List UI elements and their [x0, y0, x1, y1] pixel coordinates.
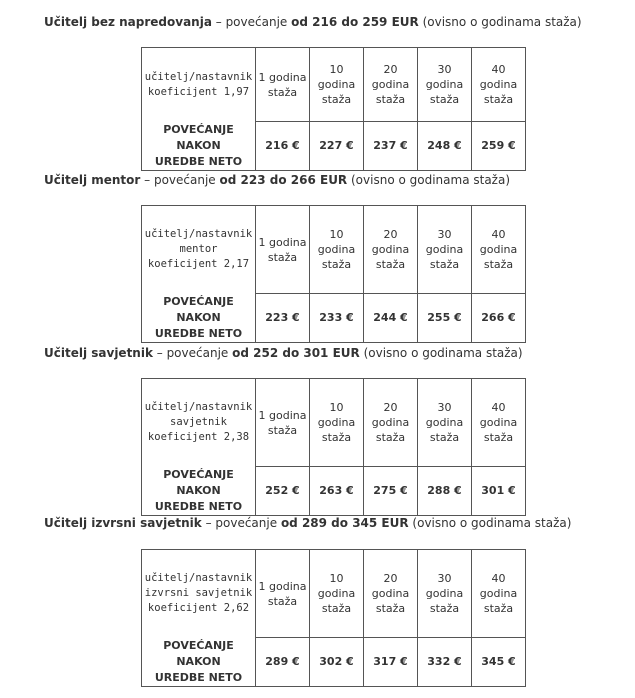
- year-header-line: godina: [371, 78, 410, 91]
- year-header-line: staža: [375, 602, 406, 615]
- row-label-line: UREDBE NETO: [154, 499, 243, 513]
- year-header-1: [256, 48, 310, 122]
- year-header-line: staža: [483, 602, 514, 615]
- desc-line: učitelj/nastavnik: [144, 228, 253, 241]
- year-header-10: [310, 550, 364, 638]
- year-header-10: [310, 206, 364, 294]
- year-header-line: staža: [321, 431, 352, 444]
- year-header-20: [364, 206, 418, 294]
- year-header-num: 40: [491, 572, 506, 585]
- salary-table: [141, 378, 526, 516]
- year-header-line: godina: [425, 78, 464, 91]
- heading-range: od 223 do 266 EUR: [219, 173, 348, 187]
- desc-line: učitelj/nastavnik: [144, 401, 253, 414]
- year-header-line: godina: [425, 416, 464, 429]
- value-cell: 223 €: [256, 294, 310, 343]
- coefficient-cell: [142, 206, 256, 294]
- year-header-1: [256, 379, 310, 467]
- year-header-line: staža: [483, 93, 514, 106]
- year-header-line: staža: [429, 602, 460, 615]
- year-header-line: godina: [479, 416, 518, 429]
- year-header-10: [310, 48, 364, 122]
- year-header-num: 10: [329, 228, 344, 241]
- value-cell: 275 €: [364, 467, 418, 516]
- heading-title: Učitelj bez napredovanja: [44, 15, 212, 29]
- year-header-line: godina: [479, 587, 518, 600]
- year-header-40: [472, 550, 526, 638]
- heading-mid: – povećanje: [201, 516, 281, 530]
- year-header-line: 1 godina: [258, 408, 307, 422]
- year-header-line: godina: [425, 243, 464, 256]
- salary-table: [141, 205, 526, 343]
- row-label-line: UREDBE NETO: [154, 670, 243, 684]
- year-header-num: 20: [383, 401, 398, 414]
- row-label: [142, 467, 256, 516]
- year-header-line: staža: [483, 431, 514, 444]
- row-label: [142, 638, 256, 687]
- year-header-line: godina: [317, 78, 356, 91]
- desc-line: mentor: [179, 243, 218, 256]
- row-label-line: POVEĆANJE NAKON: [163, 122, 234, 152]
- desc-line: savjetnik: [170, 416, 227, 429]
- year-header-line: staža: [375, 431, 406, 444]
- heading-tail: (ovisno o godinama staža): [418, 15, 582, 29]
- row-label: [142, 122, 256, 171]
- year-header-num: 30: [437, 572, 452, 585]
- year-header-10: [310, 379, 364, 467]
- year-header-line: godina: [317, 587, 356, 600]
- year-header-20: [364, 48, 418, 122]
- coefficient-cell: [142, 379, 256, 467]
- value-cell: 233 €: [310, 294, 364, 343]
- row-label-line: UREDBE NETO: [154, 326, 243, 340]
- year-header-line: staža: [375, 258, 406, 271]
- year-header-40: [472, 48, 526, 122]
- heading-tail: (ovisno o godinama staža): [359, 346, 523, 360]
- year-header-num: 40: [491, 63, 506, 76]
- year-header-num: 40: [491, 228, 506, 241]
- coefficient-cell: [142, 550, 256, 638]
- section-heading: [44, 515, 571, 531]
- year-header-20: [364, 379, 418, 467]
- year-header-line: staža: [429, 431, 460, 444]
- heading-title: Učitelj savjetnik: [44, 346, 153, 360]
- year-header-line: godina: [479, 243, 518, 256]
- year-header-line: godina: [371, 416, 410, 429]
- value-cell: 248 €: [418, 122, 472, 171]
- year-header-line: staža: [375, 93, 406, 106]
- value-cell: 301 €: [472, 467, 526, 516]
- table-row: [142, 638, 526, 687]
- year-header-line: godina: [425, 587, 464, 600]
- value-cell: 289 €: [256, 638, 310, 687]
- table-row: [142, 294, 526, 343]
- row-label: [142, 294, 256, 343]
- desc-line: koeficijent 2,17: [147, 258, 250, 271]
- year-header-line: staža: [321, 602, 352, 615]
- desc-line: koeficijent 2,38: [147, 431, 250, 444]
- value-cell: 255 €: [418, 294, 472, 343]
- year-header-num: 40: [491, 401, 506, 414]
- heading-title: Učitelj izvrsni savjetnik: [44, 516, 202, 530]
- value-cell: 263 €: [310, 467, 364, 516]
- value-cell: 332 €: [418, 638, 472, 687]
- year-header-num: 30: [437, 228, 452, 241]
- year-header-20: [364, 550, 418, 638]
- year-header-line: godina: [317, 416, 356, 429]
- section-heading: [44, 172, 510, 188]
- year-header-line: staža: [321, 93, 352, 106]
- table-header-row: [142, 379, 526, 467]
- value-cell: 266 €: [472, 294, 526, 343]
- heading-range: od 289 do 345 EUR: [280, 516, 409, 530]
- year-header-num: 20: [383, 63, 398, 76]
- year-header-num: 10: [329, 63, 344, 76]
- year-header-1: [256, 206, 310, 294]
- year-header-line: staža: [267, 423, 298, 437]
- year-header-num: 10: [329, 401, 344, 414]
- table-header-row: [142, 206, 526, 294]
- year-header-num: 10: [329, 572, 344, 585]
- year-header-line: 1 godina: [258, 70, 307, 84]
- year-header-num: 30: [437, 63, 452, 76]
- salary-table: [141, 549, 526, 687]
- year-header-line: staža: [429, 258, 460, 271]
- year-header-40: [472, 379, 526, 467]
- year-header-line: godina: [371, 587, 410, 600]
- heading-range: od 216 do 259 EUR: [291, 15, 419, 29]
- heading-mid: – povećanje: [152, 346, 233, 360]
- row-label-line: POVEĆANJE NAKON: [163, 467, 234, 497]
- table-row: [142, 122, 526, 171]
- value-cell: 288 €: [418, 467, 472, 516]
- table-header-row: [142, 550, 526, 638]
- row-label-line: POVEĆANJE NAKON: [163, 294, 234, 324]
- heading-title: Učitelj mentor: [44, 173, 141, 187]
- year-header-num: 20: [383, 228, 398, 241]
- year-header-line: 1 godina: [258, 579, 307, 593]
- desc-line: učitelj/nastavnik: [144, 70, 253, 83]
- year-header-30: [418, 48, 472, 122]
- year-header-line: staža: [429, 93, 460, 106]
- value-cell: 244 €: [364, 294, 418, 343]
- year-header-line: staža: [483, 258, 514, 271]
- table-row: [142, 467, 526, 516]
- heading-mid: – povećanje: [211, 15, 292, 29]
- year-header-line: 1 godina: [258, 235, 307, 249]
- year-header-line: staža: [267, 250, 298, 264]
- row-label-line: UREDBE NETO: [154, 154, 243, 168]
- year-header-30: [418, 379, 472, 467]
- value-cell: 216 €: [256, 122, 310, 171]
- heading-range: od 252 do 301 EUR: [232, 346, 360, 360]
- year-header-line: staža: [267, 594, 298, 608]
- year-header-line: godina: [317, 243, 356, 256]
- year-header-line: godina: [371, 243, 410, 256]
- salary-table: [141, 47, 526, 171]
- year-header-num: 20: [383, 572, 398, 585]
- heading-tail: (ovisno o godinama staža): [408, 516, 572, 530]
- table-header-row: [142, 48, 526, 122]
- value-cell: 259 €: [472, 122, 526, 171]
- value-cell: 345 €: [472, 638, 526, 687]
- year-header-line: staža: [267, 85, 298, 99]
- value-cell: 252 €: [256, 467, 310, 516]
- heading-mid: – povećanje: [140, 173, 220, 187]
- row-label-line: POVEĆANJE NAKON: [163, 638, 234, 668]
- desc-line: izvrsni savjetnik: [144, 587, 253, 600]
- year-header-1: [256, 550, 310, 638]
- year-header-line: godina: [479, 78, 518, 91]
- year-header-num: 30: [437, 401, 452, 414]
- year-header-30: [418, 206, 472, 294]
- value-cell: 317 €: [364, 638, 418, 687]
- section-heading: [44, 14, 582, 30]
- desc-line: koeficijent 2,62: [147, 602, 250, 615]
- coefficient-cell: [142, 48, 256, 122]
- value-cell: 227 €: [310, 122, 364, 171]
- desc-line: učitelj/nastavnik: [144, 572, 253, 585]
- desc-line: koeficijent 1,97: [147, 85, 250, 98]
- section-heading: [44, 345, 523, 361]
- year-header-line: staža: [321, 258, 352, 271]
- value-cell: 302 €: [310, 638, 364, 687]
- year-header-30: [418, 550, 472, 638]
- value-cell: 237 €: [364, 122, 418, 171]
- year-header-40: [472, 206, 526, 294]
- heading-tail: (ovisno o godinama staža): [347, 173, 511, 187]
